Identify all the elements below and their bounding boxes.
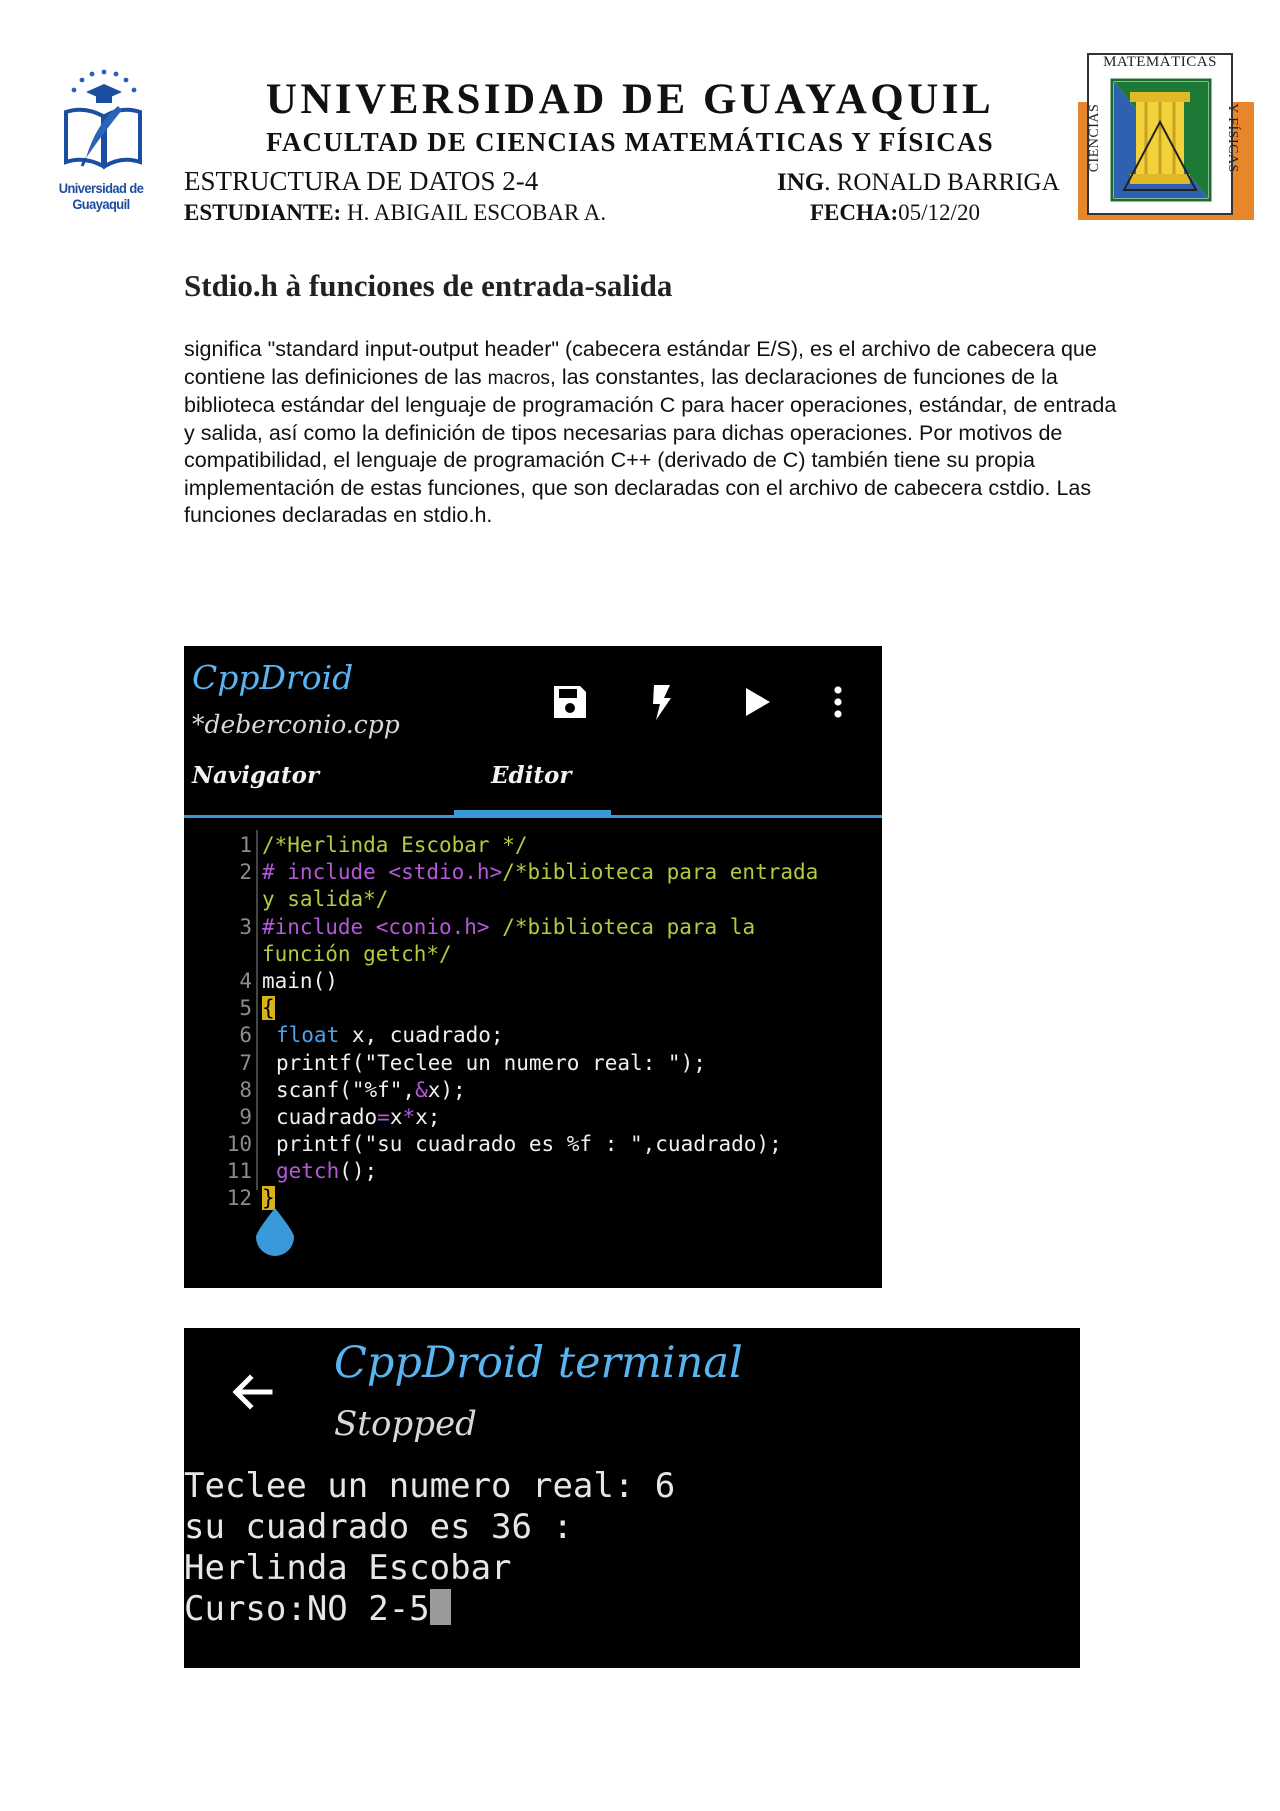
- code-text: scanf("%f",: [276, 1077, 416, 1102]
- code-line: [184, 1131, 882, 1158]
- university-logo-label: Universidad de Guayaquil: [58, 180, 144, 212]
- code-operator: *: [402, 1104, 416, 1129]
- faculty-logo-top: MATEMÁTICAS: [1103, 54, 1217, 70]
- code-text: x: [389, 1104, 403, 1129]
- code-operator: &: [415, 1077, 428, 1102]
- code-text: x);: [427, 1077, 466, 1102]
- terminal-title: CppDroid terminal: [334, 1338, 743, 1388]
- date: [810, 200, 980, 226]
- line-number: 7: [239, 1050, 252, 1075]
- code-text: x, cuadrado;: [339, 1023, 504, 1048]
- code-brace: {: [262, 996, 275, 1021]
- code-comment: /*biblioteca para entrada: [502, 860, 819, 885]
- date-label: FECHA:: [810, 200, 899, 225]
- line-number: 12: [226, 1186, 252, 1211]
- line-number: 9: [239, 1104, 252, 1129]
- code-line: [184, 941, 882, 968]
- flash-icon[interactable]: [642, 682, 682, 722]
- terminal-line: su cuadrado es 36 :: [184, 1507, 573, 1547]
- terminal-line: Teclee un numero real: 6: [184, 1466, 676, 1506]
- code-line: [184, 886, 882, 913]
- terminal-line-last: [184, 1589, 675, 1630]
- line-number: 4: [239, 968, 252, 993]
- date-value: 05/12/20: [898, 200, 980, 225]
- code-text: printf("su cuadrado es %f : ",cuadrado);: [276, 1132, 782, 1157]
- code-text: printf("Teclee un numero real: ");: [276, 1050, 706, 1075]
- cursor-handle-icon[interactable]: [254, 1206, 296, 1256]
- code-line: [184, 968, 882, 995]
- terminal-line: Herlinda Escobar: [184, 1548, 512, 1588]
- line-number: 2: [239, 860, 252, 885]
- terminal-cursor: [430, 1589, 451, 1625]
- faculty-logo-right: Y FÍSICAS: [1225, 103, 1240, 173]
- code-brace: }: [262, 1186, 275, 1211]
- line-number: 5: [239, 996, 252, 1021]
- paragraph-macros: macros: [487, 367, 550, 389]
- terminal-status: Stopped: [334, 1404, 477, 1444]
- terminal-output[interactable]: [184, 1466, 675, 1630]
- line-number: 1: [239, 833, 252, 857]
- code-line: [184, 832, 882, 859]
- faculty-title: FACULTAD DE CIENCIAS MATEMÁTICAS Y FÍSICAS: [266, 127, 994, 157]
- code-text: cuadrado: [276, 1104, 378, 1129]
- line-number: 11: [226, 1159, 252, 1184]
- code-type: float: [276, 1023, 340, 1048]
- faculty-logo-left: CIENCIAS: [1087, 103, 1102, 173]
- code-text: ();: [339, 1159, 378, 1184]
- code-comment: /*biblioteca para la: [489, 914, 756, 939]
- code-comment: función getch*/: [262, 941, 452, 966]
- code-line: [184, 1022, 882, 1049]
- course-name: ESTRUCTURA DE DATOS 2-4: [184, 166, 539, 196]
- code-line: [184, 1050, 882, 1077]
- tab-navigator[interactable]: Navigator: [192, 762, 320, 789]
- code-function: getch: [276, 1159, 340, 1184]
- file-name: *deberconio.cpp: [192, 710, 400, 739]
- code-text: main(): [262, 968, 338, 993]
- code-editor[interactable]: [184, 832, 882, 1213]
- line-number: 3: [239, 914, 252, 939]
- code-operator: =: [377, 1104, 390, 1129]
- code-line: [184, 1077, 882, 1104]
- section-heading: Stdio.h à funciones de entrada-salida: [184, 268, 673, 303]
- code-line: [184, 1158, 882, 1185]
- section-paragraph: [184, 336, 1124, 530]
- student: [184, 200, 606, 226]
- university-title: UNIVERSIDAD DE GUAYAQUIL: [265, 76, 995, 123]
- code-line: [184, 1104, 882, 1131]
- code-line: [184, 859, 882, 886]
- university-logo: [26, 62, 176, 212]
- cppdroid-editor-screenshot: [184, 646, 882, 1288]
- tab-divider: [184, 815, 882, 818]
- line-number: 8: [239, 1077, 252, 1102]
- terminal-line-text: Curso:NO 2-5: [184, 1589, 430, 1629]
- teacher-name: . RONALD BARRIGA: [824, 169, 1060, 196]
- code-comment: /*Herlinda Escobar */: [262, 833, 528, 857]
- code-line: [184, 914, 882, 941]
- faculty-logo: [1076, 52, 1256, 222]
- university-emblem-icon: [26, 62, 176, 182]
- paragraph-part-2: , las constantes, las declaraciones de funciones de la biblioteca estándar del lenguaje de programación C para hacer operaciones, estándar, de entrada y salida, así como la definición de tipos necesarias para dichas operaciones. Por motivos de compatibilidad, el lenguaje de programación C++ (derivado de C) también tiene su propia implementación de estas funciones, que son declaradas con el archivo de cabecera cstdio. Las funciones declaradas en stdio.h.: [184, 364, 1117, 527]
- cppdroid-terminal-screenshot: [184, 1328, 1080, 1668]
- line-number: 10: [226, 1132, 252, 1157]
- teacher: [777, 169, 1060, 197]
- student-name: H. ABIGAIL ESCOBAR A.: [341, 200, 607, 225]
- more-vert-icon[interactable]: [818, 682, 858, 722]
- code-preprocessor: #include <conio.h>: [262, 914, 490, 939]
- code-text: x;: [415, 1104, 441, 1129]
- code-comment: y salida*/: [262, 887, 389, 912]
- line-number: 6: [239, 1023, 252, 1048]
- save-icon[interactable]: [550, 682, 590, 722]
- student-label: ESTUDIANTE:: [184, 200, 342, 225]
- paragraph-part-1: significa "standard input-output header" (cabecera estándar E/S), es el archivo de cabecera que contiene las definiciones de las: [184, 337, 1097, 389]
- tab-editor[interactable]: Editor: [491, 762, 572, 789]
- code-preprocessor: # include <stdio.h>: [262, 860, 503, 885]
- teacher-prefix: ING: [777, 169, 825, 196]
- code-line: [184, 995, 882, 1022]
- play-icon[interactable]: [736, 682, 776, 722]
- app-name: CppDroid: [192, 658, 354, 697]
- back-arrow-icon[interactable]: [230, 1370, 274, 1414]
